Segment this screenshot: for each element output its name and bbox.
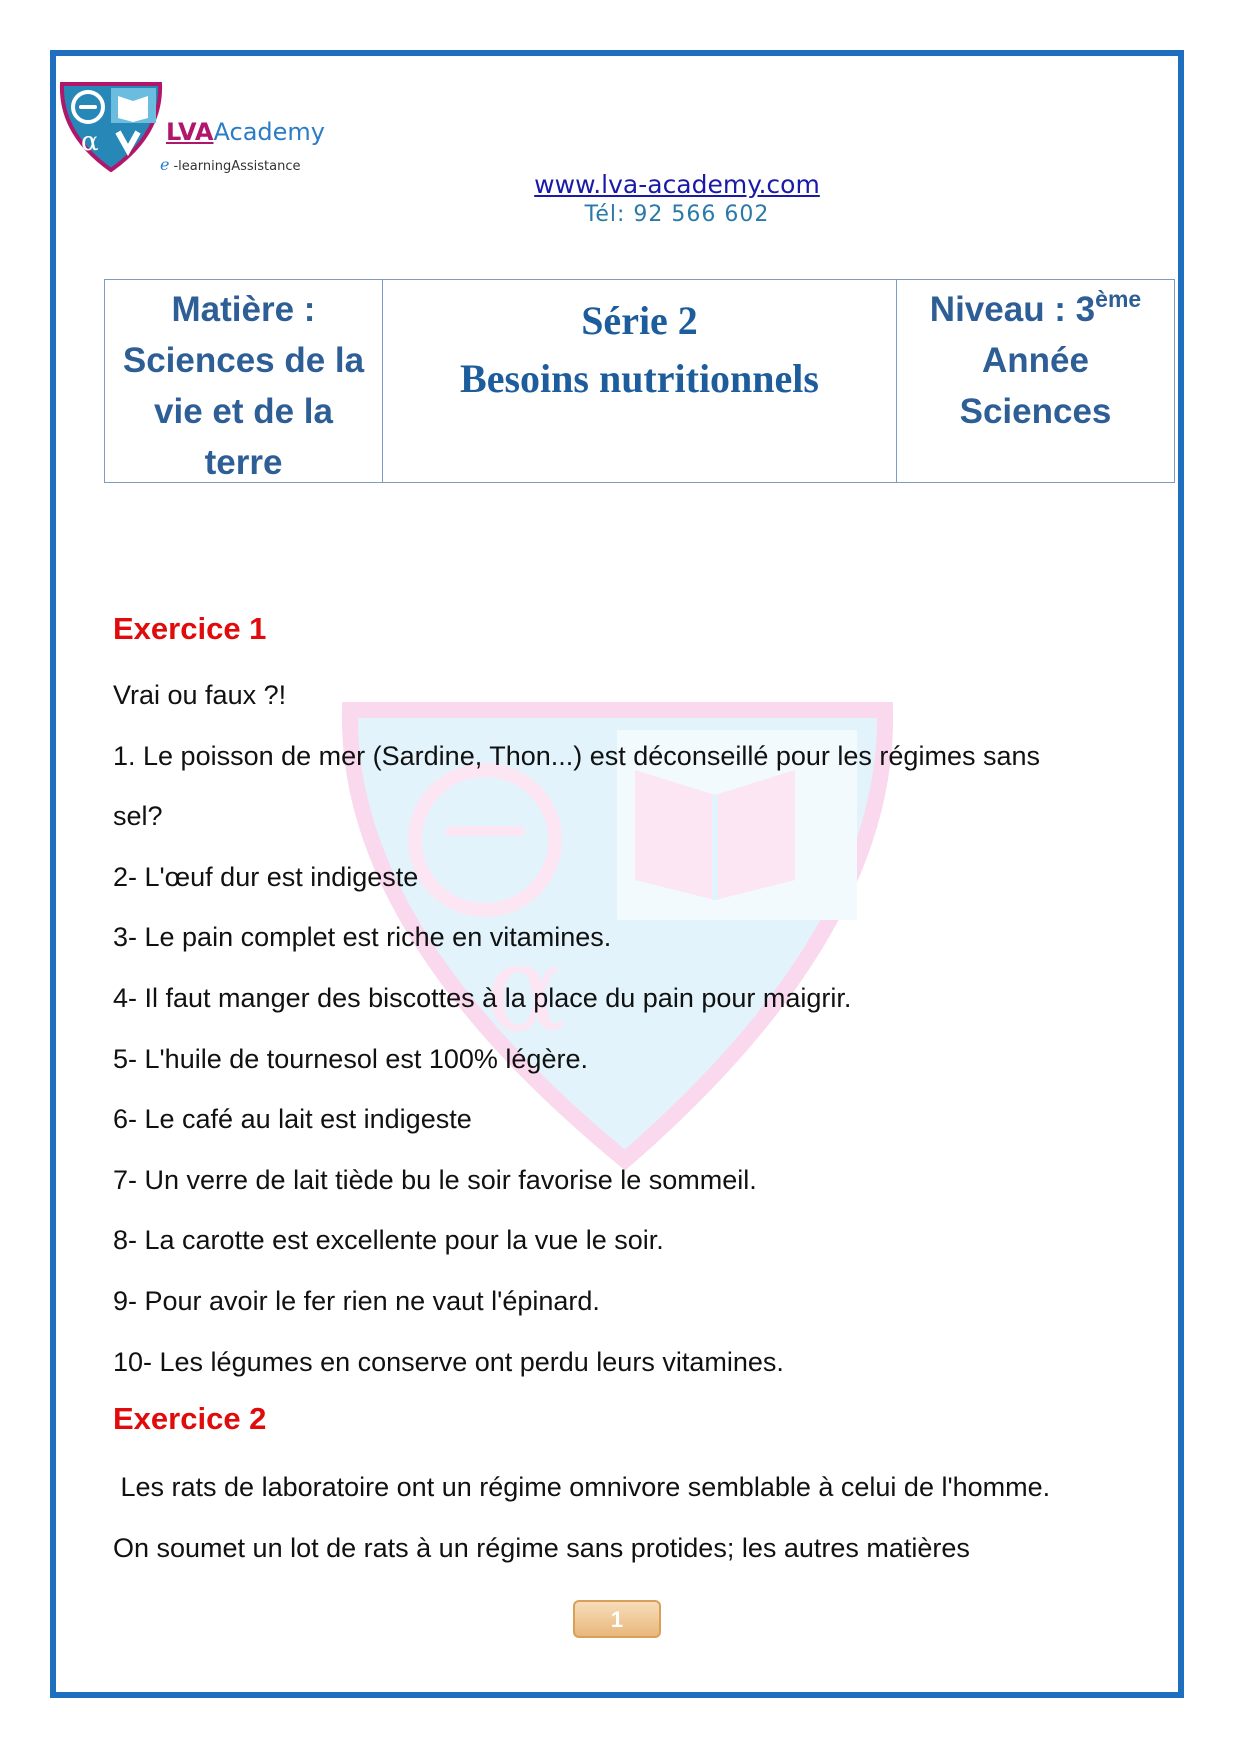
tagline-text: -learningAssistance	[173, 159, 301, 174]
subject-line: terre	[204, 443, 283, 482]
exercise-1-title: Exercice 1	[113, 611, 267, 646]
lva-academy-logo	[58, 80, 164, 172]
exercise-1-item: 4- Il faut manger des biscottes à la place du pain pour maigrir.	[113, 982, 852, 1013]
info-table	[104, 279, 1175, 483]
exercise-2-line: Les rats de laboratoire ont un régime omnivore semblable à celui de l'homme.	[113, 1472, 1051, 1503]
level-cell	[897, 280, 1174, 482]
subject-line: vie et de la	[154, 392, 333, 431]
exercise-1-item: 5- L'huile de tournesol est 100% légère.	[113, 1043, 588, 1074]
exercise-2-line: On soumet un lot de rats à un régime sans protides; les autres matières	[113, 1532, 970, 1563]
exercise-1-item-continued: sel?	[113, 801, 163, 832]
series-title: Série 2	[581, 298, 698, 343]
page-number-badge: 1	[573, 1600, 661, 1638]
exercise-content	[113, 604, 1173, 1578]
title-cell	[383, 280, 897, 482]
brand-name	[166, 118, 325, 146]
website-link[interactable]: www.lva-academy.com	[534, 170, 820, 199]
brand-suffix: Academy	[213, 118, 325, 146]
exercise-2-title: Exercice 2	[113, 1401, 267, 1437]
phone-number: Tél: 92 566 602	[584, 202, 770, 227]
tagline-e: e	[160, 155, 170, 174]
exercise-1-item: 8- La carotte est excellente pour la vue le soir.	[113, 1225, 664, 1256]
exercise-1-item: 3- Le pain complet est riche en vitamines.	[113, 922, 612, 953]
svg-text:α: α	[485, 920, 567, 1059]
subject-line: Matière :	[171, 290, 316, 329]
exercise-1-item: 1. Le poisson de mer (Sardine, Thon...) est déconseillé pour les régimes sans	[113, 740, 1040, 771]
subject-cell	[105, 280, 383, 482]
level-prefix: Niveau : 3	[929, 290, 1096, 329]
exercise-1-item: 6- Le café au lait est indigeste	[113, 1104, 472, 1135]
svg-text:α: α	[81, 127, 99, 157]
exercise-1-item: 10- Les légumes en conserve ont perdu leurs vitamines.	[113, 1346, 784, 1377]
subject-line: Sciences de la	[122, 341, 365, 380]
topic-title: Besoins nutritionnels	[460, 356, 819, 401]
level-line: Année	[982, 341, 1089, 380]
brand-prefix: LVA	[166, 118, 214, 146]
exercise-1-item: 9- Pour avoir le fer rien ne vaut l'épinard.	[113, 1285, 600, 1316]
level-line	[930, 284, 1141, 335]
exercise-1-item: 7- Un verre de lait tiède bu le soir favorise le sommeil.	[113, 1164, 757, 1195]
level-superscript: ème	[1095, 286, 1142, 312]
exercise-1-intro: Vrai ou faux ?!	[113, 680, 287, 710]
level-line: Sciences	[959, 392, 1112, 431]
exercise-1-item: 2- L'œuf dur est indigeste	[113, 861, 419, 892]
